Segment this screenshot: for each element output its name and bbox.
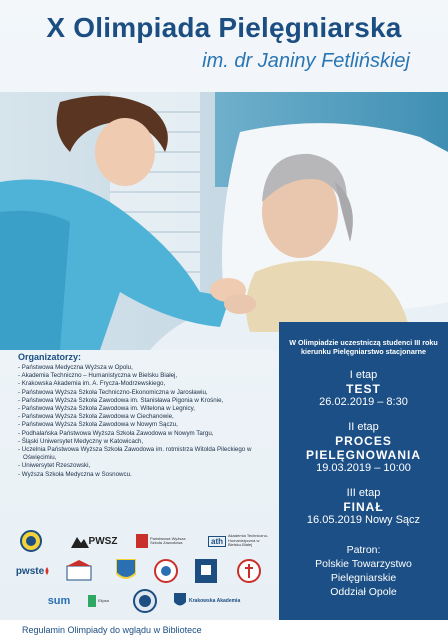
list-item: - Podhalańska Państwowa Wyższa Szkoła Zawodowa w Nowym Targu, xyxy=(18,430,280,438)
participants-info: W Olimpiadzie uczestniczą studenci III roku kierunku Pielęgniarstwo stacjonarne xyxy=(289,338,438,357)
stage-name: FINAŁ xyxy=(343,499,384,514)
organizers-section xyxy=(18,352,280,479)
list-item: - Państwowa Wyższa Szkoła Zawodowa im. Stanisława Pigonia w Krośnie, xyxy=(18,397,280,405)
organizers-heading: Organizatorzy: xyxy=(18,352,82,362)
flame-icon xyxy=(44,567,50,575)
mountain-icon xyxy=(71,534,89,548)
list-item: - Państwowa Wyższa Szkoła Zawodowa w Ciechanowie, xyxy=(18,413,280,421)
list-item: - Akademia Techniczno – Humanistyczna w Bielsku Białej, xyxy=(18,372,280,380)
ath-logo: ath Akademia Techniczno-Humanistyczna w Bielsku-Białej xyxy=(208,532,274,550)
pwsz-nowy-sacz-logo: Państwowa Wyższa Szkoła Zawodowa xyxy=(136,532,198,550)
patron-line: Polskie Towarzystwo xyxy=(315,557,412,570)
list-item: - Państwowa Wyższa Szkoła Zawodowa im. Witelona w Legnicy, xyxy=(18,405,280,413)
uniwersytet-logo xyxy=(194,558,218,584)
footer-bar xyxy=(0,620,448,640)
round-seal-logo xyxy=(132,588,158,614)
page-title: X Olimpiada Pielęgniarska xyxy=(46,12,402,43)
stage-date: 26.02.2019 – 8:30 xyxy=(319,395,408,408)
shield-icon xyxy=(174,593,186,609)
elipsa-logo: Elipsa xyxy=(88,590,122,612)
logos-area xyxy=(14,528,276,618)
stage-label: I etap xyxy=(349,368,378,381)
footer-text: Regulamin Olimpiady do wglądu w Bibliotece xyxy=(22,625,202,635)
stage-date: 19.03.2019 – 10:00 xyxy=(316,461,411,474)
list-item: - Uczelnia Państwowa Wyższa Szkoła Zawodowa im. rotmistrza Witolda Pileckiego w Oświęcimiu, xyxy=(18,446,280,462)
stage-label: II etap xyxy=(348,420,379,433)
stage-label: III etap xyxy=(346,486,381,499)
organizers-list xyxy=(18,364,280,479)
list-item: - Wyższa Szkoła Medyczna w Sosnowcu. xyxy=(18,471,280,479)
list-item: - Państwowa Wyższa Szkoła Zawodowa w Nowym Sączu, xyxy=(18,421,280,429)
building-logo xyxy=(66,560,92,582)
info-panel xyxy=(279,322,448,620)
coat-of-arms-logo xyxy=(114,558,138,584)
stage-name: PROCES PIELĘGNOWANIA xyxy=(305,433,421,462)
list-item: - Krakowska Akademia im. A. Frycza-Modrzewskiego, xyxy=(18,380,280,388)
patron-line: Pielęgniarskie xyxy=(330,571,397,584)
patron-label: Patron: xyxy=(346,543,381,556)
pwste-logo: pwste xyxy=(14,562,52,580)
nurse-patient-illustration xyxy=(0,92,448,350)
university-seal-logo xyxy=(20,530,42,552)
pwsz-logo: PWSZ xyxy=(64,532,124,550)
patron-section xyxy=(279,543,448,599)
stage-2 xyxy=(279,421,448,475)
sum-logo: sum xyxy=(47,595,71,607)
crest-logo xyxy=(154,558,178,584)
list-item: - Państwowa Medyczna Wyższa w Opolu, xyxy=(18,364,280,372)
stage-1 xyxy=(279,369,448,409)
list-item: - Państwowa Wyższa Szkoła Techniczno-Ekonomiczna w Jarosławiu, xyxy=(18,389,280,397)
list-item: - Uniwersytet Rzeszowski, xyxy=(18,462,280,470)
list-item: - Śląski Uniwersytet Medyczny w Katowicach, xyxy=(18,438,280,446)
stage-name: TEST xyxy=(346,381,381,396)
stage-3 xyxy=(279,487,448,527)
medical-school-logo xyxy=(236,558,262,584)
page-subtitle: im. dr Janiny Fetlińskiej xyxy=(202,50,410,72)
stage-date: 16.05.2019 Nowy Sącz xyxy=(306,513,421,526)
patron-line: Oddział Opole xyxy=(330,585,397,598)
krakowska-akademia-logo: Krakowska Akademia xyxy=(174,590,264,612)
hero-photo xyxy=(0,92,448,350)
